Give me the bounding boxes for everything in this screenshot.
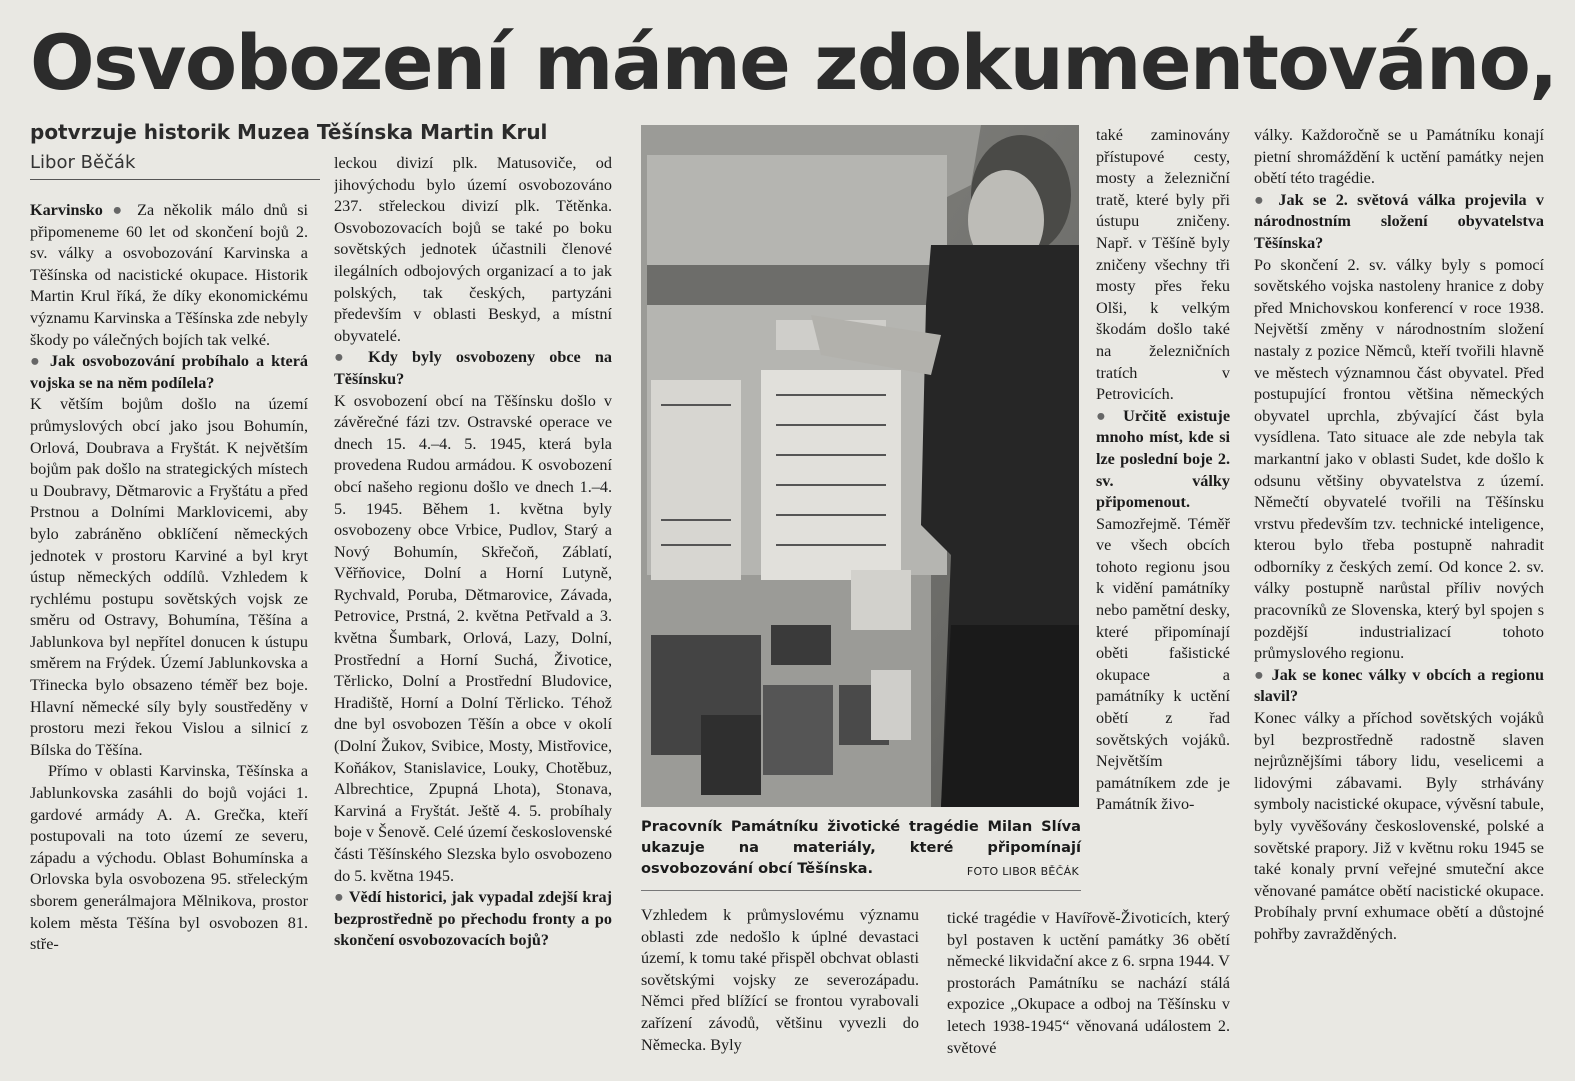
- question: Jak se konec války v obcích a regionu slavil?: [1254, 665, 1544, 706]
- photo-illustration: [641, 125, 1079, 807]
- question: Vědí historici, jak vypadal zdejší kraj bezprostředně po přechodu fronty a po skončení osvobozovacích bojů?: [334, 888, 612, 950]
- paragraph: Samozřejmě. Téměř ve všech obcích tohoto regionu jsou k vidění památníky nebo pamětní desky, které připomínají oběti fašistické okupace a památníky k uctění obětí z řad sovětských vojáků. Největším památníkem zde je Památník živo-: [1096, 514, 1230, 814]
- bullet-icon: ●: [334, 888, 345, 907]
- question: Jak osvobozování probíhalo a která vojska se na něm podílela?: [30, 352, 308, 392]
- photo-credit: FOTO LIBOR BĚČÁK: [966, 865, 1079, 878]
- article-column-3: [1096, 125, 1230, 907]
- bullet-icon: ●: [1096, 406, 1113, 425]
- bullet-icon: ●: [1254, 190, 1270, 209]
- subheadline: potvrzuje historik Muzea Těšínska Martin Krul: [30, 120, 548, 144]
- dateline: Karvinsko: [30, 201, 103, 219]
- paragraph: Za několik málo dnů si připomeneme 60 let od skončení bojů 2. sv. války a osvobozování Karvinska a Těšínska od nacistické okupace. Historik Martin Krul říká, že díky ekonomickému významu Karvinska a Těšínska zde nebyly škody po válečných bojích tak velké.: [30, 201, 308, 349]
- photo-caption: Pracovník Památníku životické tragédie Milan Slíva ukazuje na materiály, které připomínají osvobozování obcí Těšínska.: [641, 818, 1081, 877]
- paragraph: Přímo v oblasti Karvinska, Těšínska a Jablunkovska zasáhli do bojů vojáci 1. gardové armády A. A. Grečka, kteří postupovali na toto území ze severu, západu a východu. Oblast Bohumínska a Orlovska byla osvobozena 95. střeleckým sborem generálmajora Mělnikova, prostor kolem města Těšína byl osvobozen 81. stře-: [30, 762, 308, 954]
- paragraph: K osvobození obcí na Těšínsku došlo v závěrečné fázi tzv. Ostravské operace ve dnech 15. 4.–4. 5. 1945, která byla provedena Rudou armádou. K osvobození obcí našeho regionu došlo ve dnech 1.–4. 5. 1945. Během 1. května byly osvobozeny obce Vrbice, Pudlov, Starý a Nový Bohumín, Skřečoň, Záblatí, Věřňovice, Dolní a Horní Lutyně, Rychvald, Poruba, Dětmarovice, Závada, Petrovice, Prstná, 2. května Petřvald a 3. května Šumbark, Orlová, Lazy, Dolní, Prostřední a Horní Suchá, Životice, Těrlicko, Dolní a Prostřední Bludovice, Hradiště, Horní a Dolní Těrlicko. Téhož dne byl osvobozen Těšín a obce v okolí (Dolní Žukov, Svibice, Mosty, Mistřovice, Koňákov, Stanislavice, Louky, Chotěbuz, Albrechtice, Zpupná Lhota), Stonava, Karviná a Fryštát. Ještě 4. 5. probíhaly boje v Šenově. Celé území československé části Těšínského Slezska bylo osvobozeno do 5. května 1945.: [334, 391, 612, 885]
- question: Kdy byly osvobozeny obce na Těšínsku?: [334, 348, 612, 388]
- bullet-icon: ●: [30, 352, 43, 371]
- paragraph: Po skončení 2. sv. války byly s pomocí sovětského vojska nastoleny hranice z doby před Mnichovskou konferencí v roce 1938. Největší změny v národnostním složení nastaly z pozice Němců, kteří tvořili hlavně ve městech významnou část obyvatel. Před postupující frontou většina německých obyvatel uprchla, zbývající část byla vysídlena. Tato situace ale zde nebyla tak markantní jako v oblasti Sudet, kde došlo k odsunu většiny obyvatelstva z území. Němečtí obyvatelé tvořili na Těšínsku vrstvu především tzv. technické inteligence, kterou bylo třeba postupně nahradit odborníky z českých zemí. Od konce 2. sv. války postupně narůstal příliv nových pracovníků ze Slovenska, který byl spojen s pozdější industrializací tohoto průmyslového regionu.: [1254, 255, 1544, 663]
- bullet-icon: ●: [112, 201, 128, 219]
- paragraph: leckou divizí plk. Matusoviče, od jihovýchodu bylo území osvobozováno 237. střeleckou divizí plk. Tětěnka. Osvobozovacích bojů se také po boku sovětských jednotek účastnili členové ilegálních odbojových organizací a to jak polských, tak českých, partyzáni především v oblasti Beskyd, a místní obyvatelé.: [334, 154, 612, 345]
- article-column-5: [641, 905, 919, 1070]
- byline: Libor Běčák: [30, 152, 320, 180]
- headline: Osvobození máme zdokumentováno,: [30, 18, 1557, 107]
- paragraph: K větším bojům došlo na území průmyslových obcí jako jsou Bohumín, Orlová, Doubrava a Fryštát. K největším bojům pak došlo na strategických místech u Doubravy, Dětmarovic a Fryštátu a před Prstnou a Dolními Marklovicemi, aby bylo zabráněno obklíčení německých jednotek v prostoru Karviné a byl kryt ústup německých oddílů. Vzhledem k rychlému postupu sovětských vojsk ze směru od Ostravy, Bohumína, Těšína a Jablunkova byl nepřítel donucen k ústupu směrem na Frýdek. Území Jablunkovska a Třinecka bylo obsazeno téměř bez boje. Hlavní německé síly byly soustředěny v prostoru mezi řekou Vislou a silnicí z Bílska do Těšína.: [30, 395, 308, 759]
- article-column-2: [334, 153, 612, 1070]
- bullet-icon: ●: [1254, 665, 1266, 684]
- paragraph: Vzhledem k průmyslovému významu oblasti zde nedošlo k úplné devastaci území, k tomu také přispěl obchvat oblasti sovětskými vojsky ze severozápadu. Němci před blížící se frontou vyrabovali zařízení závodů, většinu vyvezli do Německa. Byly: [641, 906, 919, 1054]
- article-column-1: [30, 200, 308, 1070]
- paragraph: Konec války a příchod sovětských vojáků byl bezprostředně radostně slaven nejrůznějšími tábory lidu, veselicemi a lidovými zábavami. Byly strhávány symboly nacistické okupace, vývěsní tabule, byly vyvěšovány československé, polské a sovětské prapory. Již v květnu roku 1945 se také konaly první veřejné smuteční akce věnované památce obětí nacistické okupace. Probíhaly první exhumace obětí a důstojné pohřby zavražděných.: [1254, 709, 1544, 943]
- paragraph: také zaminovány přístupové cesty, mosty a železniční tratě, které byly při ústupu zničeny. Např. v Těšíně byly zničeny všechny tři mosty přes řeku Olši, k velkým škodám došlo také na železničních tratích v Petrovicích.: [1096, 126, 1230, 404]
- article-column-4: [1254, 125, 1544, 1070]
- paragraph: tické tragédie v Havířově-Životicích, který byl postaven k uctění památky 36 obětí německé likvidační akce z 6. srpna 1944. V prostorách Památníku se nachází stálá expozice „Okupace a odboj na Těšínsku v letech 1938-1945“ věnovaná událostem 2. světové: [947, 909, 1230, 1057]
- article-column-6: [947, 908, 1230, 1070]
- divider: [641, 890, 1081, 891]
- bullet-icon: ●: [334, 348, 354, 367]
- paragraph: války. Každoročně se u Památníku konají pietní shromáždění k uctění památky nejen obětí této tragédie.: [1254, 126, 1544, 188]
- question: Jak se 2. světová válka projevila v národnostním složení obyvatelstva Těšínska?: [1254, 190, 1544, 252]
- photo: [641, 125, 1079, 807]
- question: Určitě existuje mnoho míst, kde si lze poslední boje 2. sv. války připomenout.: [1096, 406, 1230, 512]
